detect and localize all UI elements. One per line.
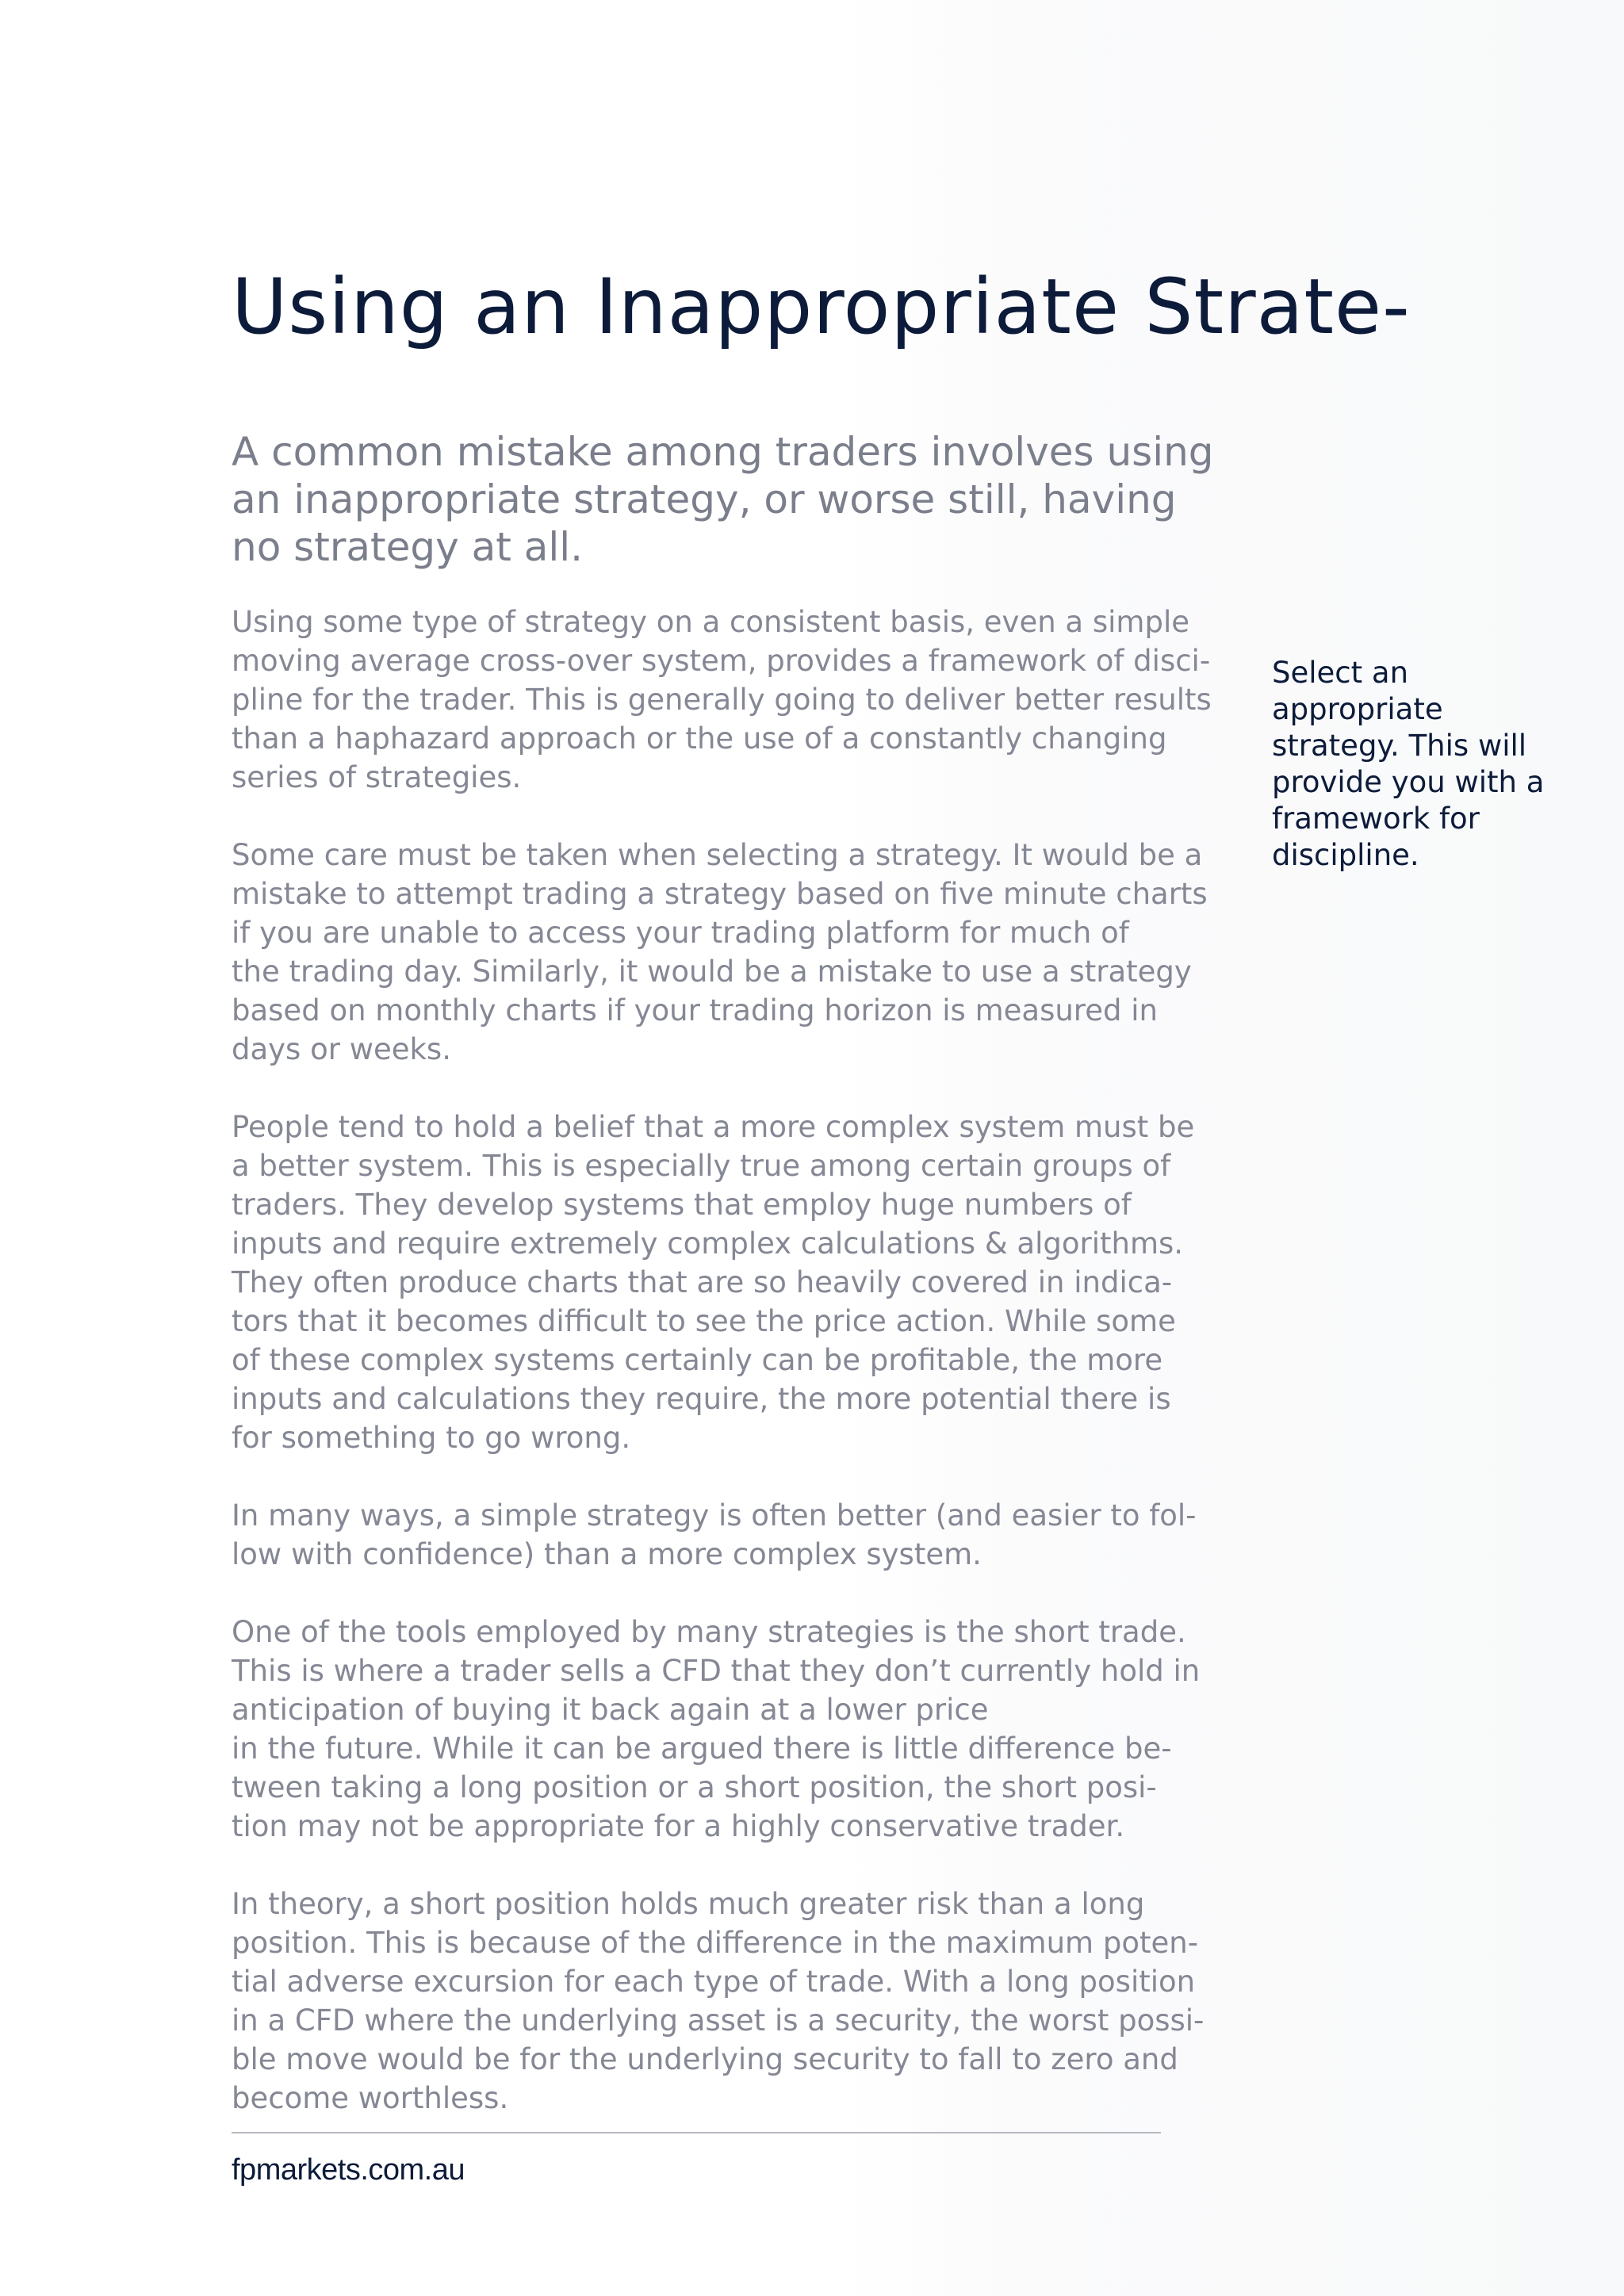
page-title: Using an Inappropriate Strate- (232, 262, 1411, 351)
body-paragraph: In theory, a short position holds much greater risk than a long position. This is because of the difference in the maximum poten- tial adverse excursion for each type of trade. With a long position in a CFD where the underlying asset is a security, the worst possi- ble move would be for the underlying security to fall to zero and become worthless. (232, 1887, 1205, 2115)
intro-text: A common mistake among traders involves using an inappropriate strategy, or worse still, having no strategy at all. (232, 429, 1214, 570)
body-paragraph: Using some type of strategy on a consistent basis, even a simple moving average cross-over system, provides a framework of disci- pline for the trader. This is generally going to deliver better results than a haphazard approach or the use of a constantly changing series of strategies. (232, 605, 1212, 794)
footer-divider (232, 2132, 1161, 2133)
body-paragraph: One of the tools employed by many strategies is the short trade. This is where a trader sells a CFD that they don’t currently hold in anticipation of buying it back again at a lower price in the future. While it can be argued there is little difference be- tween taking a long position or a short position, the short posi- tion may not be appropriate for a highly conservative trader. (232, 1615, 1201, 1843)
body-text (232, 603, 1215, 2156)
body-paragraph: Some care must be taken when selecting a strategy. It would be a mistake to attempt trading a strategy based on five minute charts if you are unable to access your trading platform for much of the trading day. Similarly, it would be a mistake to use a strategy based on monthly charts if your trading horizon is measured in days or weeks. (232, 838, 1208, 1066)
footer-website-link[interactable]: fpmarkets.com.au (232, 2153, 465, 2187)
body-paragraph: In many ways, a simple strategy is often better (and easier to fol- low with confidence) than a more complex system. (232, 1498, 1197, 1571)
body-paragraph: People tend to hold a belief that a more complex system must be a better system. This is especially true among certain groups of traders. They develop systems that employ huge numbers of inputs and require extremely complex calculations & algorithms. They often produce charts that are so heavily covered in indica- tors that it becomes difficult to see the price action. While some of these complex systems certainly can be profitable, the more inputs and calculations they require, the more potential there is for something to go wrong. (232, 1110, 1195, 1455)
sidebar-callout: Select an appropriate strategy. This will provide you with a framework for discipline. (1272, 656, 1545, 872)
